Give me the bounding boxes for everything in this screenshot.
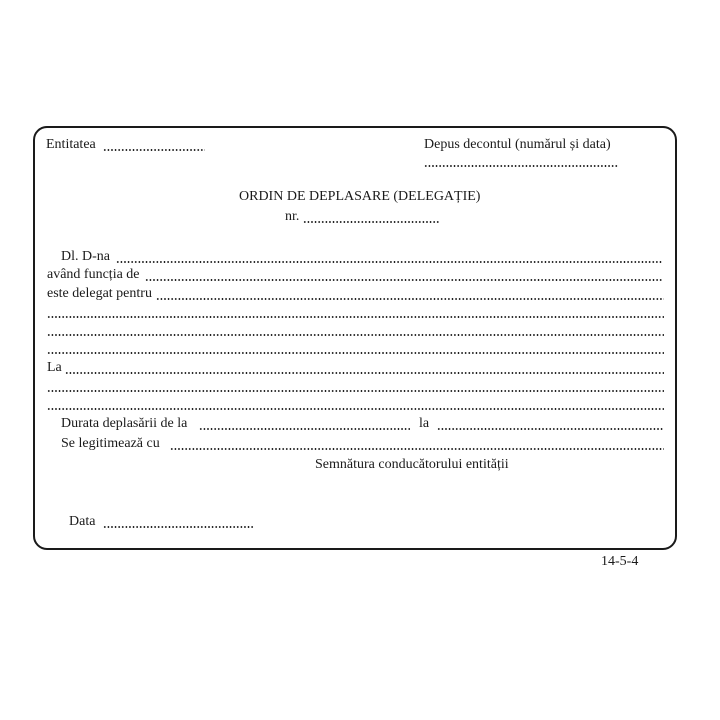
destination-field-line-2[interactable] (47, 390, 664, 392)
identity-field[interactable] (170, 448, 664, 450)
destination-field-line-3[interactable] (47, 408, 664, 410)
person-field[interactable] (116, 261, 662, 263)
position-field[interactable] (145, 279, 663, 281)
purpose-field-line-2[interactable] (47, 316, 664, 318)
person-label: Dl. D-na (61, 249, 110, 264)
number-label: nr. (285, 209, 300, 224)
purpose-field[interactable] (156, 298, 664, 300)
form-title: ORDIN DE DEPLASARE (DELEGAȚIE) (239, 189, 481, 204)
position-label: având funcția de (47, 267, 140, 282)
entity-field[interactable] (103, 149, 205, 151)
date-label: Data (69, 514, 96, 529)
purpose-field-line-4[interactable] (47, 352, 664, 354)
duration-from-field[interactable] (199, 428, 410, 430)
date-field[interactable] (103, 526, 254, 528)
identity-label: Se legitimează cu (61, 436, 160, 451)
destination-label: La (47, 360, 62, 375)
settlement-label: Depus decontul (numărul și data) (424, 137, 611, 152)
duration-label: Durata deplasării de la (61, 416, 188, 431)
purpose-field-line-3[interactable] (47, 334, 664, 336)
signature-label: Semnătura conducătorului entității (315, 457, 509, 472)
settlement-field[interactable] (424, 165, 619, 167)
destination-field[interactable] (65, 372, 664, 374)
number-field[interactable] (303, 221, 439, 223)
purpose-label: este delegat pentru (47, 286, 152, 301)
entity-label: Entitatea (46, 137, 96, 152)
duration-until-label: la (419, 416, 430, 431)
form-code: 14-5-4 (601, 554, 639, 569)
duration-until-field[interactable] (437, 428, 664, 430)
